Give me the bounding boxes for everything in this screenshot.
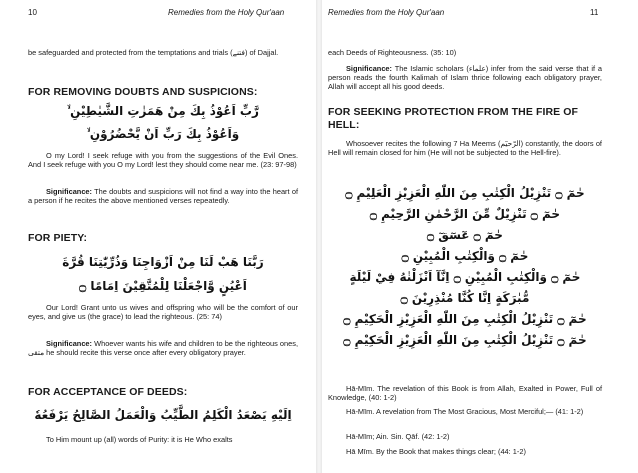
right-page-number: 11	[590, 8, 599, 17]
significance-doubts-text: The doubts and suspicions will not find a way into the heart of a person if he recites the above mentioned verses repeatedly.	[28, 187, 299, 206]
significance-piety	[28, 339, 298, 357]
arabic-doubts-line1: رَّبِّ اَعُوْذُ بِكَ مِنْ هَمَزٰتِ الشَّيٰطِيْنِ ۙ	[67, 104, 259, 118]
translation-acceptance: To Him mount up (all) words of Purity: it is He Who exalts	[46, 435, 233, 444]
arabic-ha-meem-line1: حٰمٓ ۝ تَنْزِيْلُ الْكِتٰبِ مِنَ اللّٰهِ الْعَزِيْزِ الْعَلِيْمِ ۝	[345, 186, 585, 200]
arabic-piety-line1: رَبَّنَا هَبْ لَنَا مِنْ اَزْوَاجِنَا وَذُرِّيّٰتِنَا قُرَّةَ	[62, 255, 264, 269]
translation-41: Hā-Mīm. A revelation from The Most Gracious, Most Merciful;— (41: 1-2)	[346, 407, 584, 416]
significance-kalimah	[328, 64, 602, 92]
heading-piety: FOR PIETY:	[28, 232, 88, 244]
heading-fire-line2: HELL:	[328, 119, 360, 131]
arabic-ha-meem-line5: حٰمٓ ۝ وَالْكِتٰبِ الْمُبِيْنِ ۝ اِنَّآ اَنْزَلْنٰهُ فِيْ لَيْلَةٍ	[349, 270, 581, 284]
arabic-acceptance-line1: اِلَيْهِ يَصْعَدُ الْكَلِمُ الطَّيِّبُ وَالْعَمَلُ الصَّالِحُ يَرْفَعُهٗ	[34, 408, 292, 422]
arabic-ha-meem-line2: حٰمٓ ۝ تَنْزِيْلٌ مِّنَ الرَّحْمٰنِ الرَّحِيْمِ ۝	[369, 207, 561, 221]
translation-42: Hā-Mīm; Ain. Sin. Qāf. (42: 1-2)	[346, 432, 450, 441]
significance-doubts-label: Significance:	[46, 187, 92, 196]
translation-44: Hā Mīm. By the Book that makes things clear; (44: 1-2)	[346, 447, 526, 456]
left-page	[0, 0, 316, 473]
heading-fire-line1: FOR SEEKING PROTECTION FROM THE FIRE OF	[328, 106, 579, 118]
right-page	[322, 0, 638, 473]
arabic-ha-meem-line8: حٰمٓ ۝ تَنْزِيْلُ الْكِتٰبِ مِنَ اللّٰهِ الْعَزِيْزِ الْحَكِيْمِ ۝	[343, 333, 587, 347]
translation-40: Hā-Mīm. The revelation of this Book is from Allah, Exalted in Power, Full of Knowledge, (40: 1-2)	[328, 384, 602, 403]
significance-piety-label: Significance:	[46, 339, 92, 348]
arabic-doubts-line2: وَاَعُوْذُ بِكَ رَبِّ اَنْ يَّحْضُرُوْنِ ۙ	[86, 127, 240, 141]
translation-piety: Our Lord! Grant unto us wives and offspring who will be the comfort of our eyes, and give us (the grace) to lead the righteous. (25: 74)	[28, 303, 298, 322]
arabic-piety-line2: اَعْيُنٍ وَّاجْعَلْنَا لِلْمُتَّقِيْنَ اِمَامًا ۝	[79, 279, 247, 293]
left-running-head: Remedies from the Holy Qur'aan	[168, 8, 285, 17]
left-page-number: 10	[28, 8, 37, 17]
significance-piety-text: Whoever wants his wife and children to be the righteous ones, متقی he should recite this verse once after every obligatory prayer.	[28, 339, 298, 358]
heading-acceptance: FOR ACCEPTANCE OF DEEDS:	[28, 386, 188, 398]
right-running-head: Remedies from the Holy Qur'aan	[328, 8, 445, 17]
arabic-ha-meem-line4: حٰمٓ ۝ وَالْكِتٰبِ الْمُبِيْنِ ۝	[401, 249, 529, 263]
left-intro-text: be safeguarded and protected from the temptations and trials (فتنے) of Dajjal.	[28, 48, 279, 57]
arabic-ha-meem-line3: حٰمٓ ۝ عٓسٓقٓ ۝	[427, 228, 503, 242]
significance-doubts	[28, 187, 298, 205]
heading-doubts: FOR REMOVING DOUBTS AND SUSPICIONS:	[28, 86, 258, 98]
translation-doubts: O my Lord! I seek refuge with you from the suggestions of the Evil Ones. And I seek refuge with you O my Lord! lest they should come near me. (23: 97-98)	[28, 151, 298, 170]
paragraph-ha-meems: Whosoever recites the following 7 Ha Meems (الرّحيٓم) constantly, the doors of Hell will remain closed for him (He will not be subjected to the Hell-fire).	[328, 139, 602, 158]
right-page-header	[322, 8, 638, 20]
significance-kalimah-label: Significance:	[346, 64, 392, 73]
right-intro-text: each Deeds of Righteousness. (35: 10)	[328, 48, 457, 57]
arabic-ha-meem-line7: حٰمٓ ۝ تَنْزِيْلُ الْكِتٰبِ مِنَ اللّٰهِ الْعَزِيْزِ الْحَكِيْمِ ۝	[343, 312, 587, 326]
significance-kalimah-text: The Islamic scholars (علماء) infer from the said verse that if a person reads the fourth Kalimah of Islam thrice following each obligatory prayer, Allah will accept all his good deeds.	[328, 64, 603, 92]
arabic-ha-meem-line6: مُّبٰرَكَةٍ اِنَّا كُنَّا مُنْذِرِيْنَ ۝	[400, 291, 530, 305]
left-page-header	[0, 8, 316, 20]
